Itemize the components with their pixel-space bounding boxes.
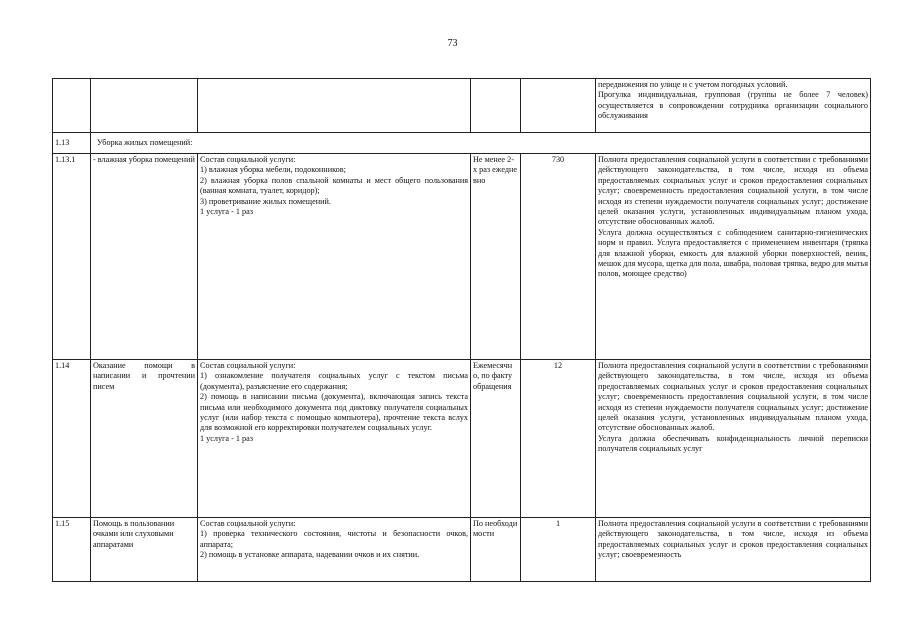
- table-row: [53, 360, 871, 518]
- page-number: 73: [447, 38, 458, 49]
- table-row: [53, 518, 871, 582]
- service-quality: Полнота предоставления социальной услуги в соответствии с требованиями действующего законодательства, в том числе, исходя из объема предоставляемых социальных услуг и сроков предоставления социальных услуг; своевременность предоставления социальной услуги, в том числе исходя из степени нуждаемости получателя социальных услуг; достижение целей оказания услуги, установленных индивидуальным планом ухода, отсутствие обоснованных жалоб. Услуга должна осуществляться с соблюдением санитарно-гигиенических норм и правил. Услуга предоставляется с применением инвентаря (тряпка для влажной уборки, емкость для влажной уборки поверхностей, веник, мешок для мусора, щетка для пола, швабра, половая тряпка, ведро для мытья полов, моющее средство): [596, 154, 871, 360]
- section-title: Уборка жилых помещений:: [91, 133, 871, 154]
- row-number: 1.13.1: [53, 154, 91, 360]
- service-cost: 730: [521, 154, 596, 360]
- service-name: Оказание помощи в написании и прочтении писем: [91, 360, 198, 518]
- cell-cost: [521, 79, 596, 133]
- row-number: 1.14: [53, 360, 91, 518]
- table-row-continuation: [53, 79, 871, 133]
- service-cost: 12: [521, 360, 596, 518]
- service-quality: Полнота предоставления социальной услуги в соответствии с требованиями действующего законодательства, в том числе, исходя из объема предоставляемых социальных услуг и сроков предоставления социальных услуг; своевременность предоставления социальной услуги, в том числе исходя из степени нуждаемости получателя социальных услуг; достижение целей оказания услуги, установленных индивидуальным планом ухода, отсутствие обоснованных жалоб. Услуга должна обеспечивать конфиденциальность личной переписки получателя социальных услуг: [596, 360, 871, 518]
- service-period: Не менее 2-х раз ежедневно: [471, 154, 521, 360]
- service-content: Состав социальной услуги: 1) влажная уборка мебели, подоконников; 2) влажная уборка полов спальной комнаты и мест общего пользования (ванная комната, туалет, коридор); 3) проветривание жилых помещений. 1 услуга - 1 раз: [198, 154, 471, 360]
- service-period: По необходимости: [471, 518, 521, 582]
- cell-name: [91, 79, 198, 133]
- table-row: [53, 154, 871, 360]
- cell-content: [198, 79, 471, 133]
- cell-quality: передвижения по улице и с учетом погодных условий. Прогулка индивидуальная, групповая (группы не более 7 человек) осуществляется в сопровождении сотрудника организации социального обслуживания: [596, 79, 871, 133]
- section-number: 1.13: [53, 133, 91, 154]
- service-name: Помощь в пользовании очками или слуховыми аппаратами: [91, 518, 198, 582]
- service-name: - влажная уборка помещений: [91, 154, 198, 360]
- service-content: Состав социальной услуги: 1) проверка технического состояния, чистоты и безопасности очков, аппарата; 2) помощь в установке аппарата, надевании очков и их снятии.: [198, 518, 471, 582]
- service-cost: 1: [521, 518, 596, 582]
- service-period: Ежемесячно, по факту обращения: [471, 360, 521, 518]
- table-row-section: [53, 133, 871, 154]
- row-number: 1.15: [53, 518, 91, 582]
- cell-period: [471, 79, 521, 133]
- service-content: Состав социальной услуги: 1) ознакомление получателя социальных услуг с текстом письма (документа), разъяснение его содержания; 2) помощь в написании письма (документа), включающая запись текста письма или необходимого документа под диктовку получателя социальных услуг (или набор текста с помощью компьютера), прочтение текста вслух для возможной его корректировки получателем социальных услуг. 1 услуга - 1 раз: [198, 360, 471, 518]
- cell-num: [53, 79, 91, 133]
- service-quality: Полнота предоставления социальной услуги в соответствии с требованиями действующего законодательства, в том числе, исходя из объема предоставляемых социальных услуг и сроков предоставления социальных услуг; своевременность: [596, 518, 871, 582]
- services-table: [52, 78, 871, 582]
